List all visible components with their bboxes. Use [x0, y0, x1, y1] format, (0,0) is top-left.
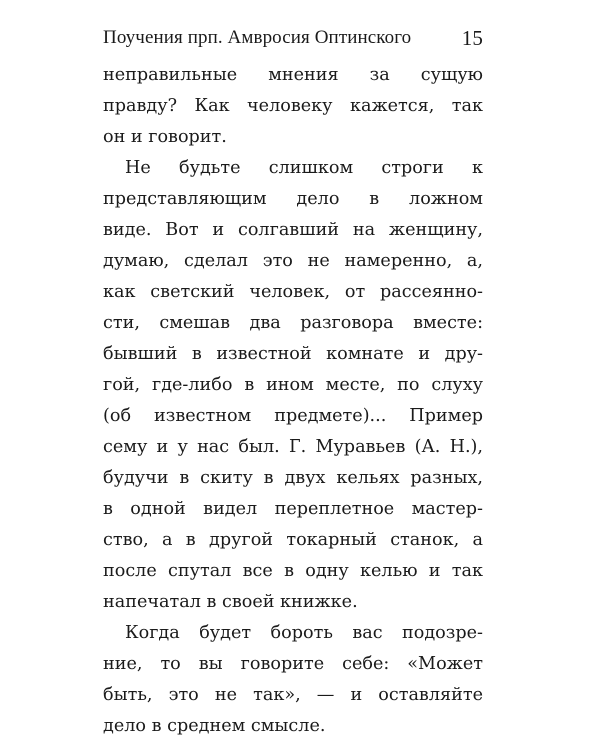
paragraph-3 — [103, 618, 483, 742]
running-head-title: Поучения прп. Амвросия Оптинского — [103, 27, 412, 48]
text-line: он и говорит. — [103, 127, 227, 147]
text-line: ство, а в другой токарный станок, а — [103, 530, 483, 550]
text-line: Не будьте слишком строги к — [125, 158, 483, 178]
text-line: напечатал в своей книжке. — [103, 592, 358, 612]
text-line: как светский человек, от рассеянно- — [103, 282, 483, 302]
text-line: неправильные мнения за сущую — [103, 65, 483, 85]
text-line: сти, смешав два разговора вместе: — [103, 313, 483, 333]
text-line: гой, где-либо в ином месте, по слуху — [103, 375, 483, 395]
text-line: ние, то вы говорите себе: «Может — [103, 654, 483, 674]
text-line: сему и у нас был. Г. Муравьев (А. Н.), — [103, 437, 483, 457]
text-line: виде. Вот и солгавший на женщину, — [103, 220, 483, 240]
text-line: будучи в скиту в двух кельях разных, — [103, 468, 483, 488]
running-head — [103, 24, 483, 52]
paragraph-2 — [103, 153, 483, 618]
text-line: правду? Как человеку кажется, так — [103, 96, 483, 116]
page-number: 15 — [461, 26, 483, 50]
text-line: (об известном предмете)... Пример — [103, 406, 483, 426]
paragraph-1 — [103, 60, 483, 153]
text-line: быть, это не так», — и оставляйте — [103, 685, 483, 705]
body-text — [103, 60, 483, 742]
text-line: в одной видел переплетное мастер- — [103, 499, 483, 519]
text-line: дело в среднем смысле. — [103, 716, 326, 736]
text-line: после спутал все в одну келью и так — [103, 561, 483, 581]
text-line: представляющим дело в ложном — [103, 189, 483, 209]
text-line: Когда будет бороть вас подозре- — [125, 623, 483, 643]
text-line: думаю, сделал это не намеренно, а, — [103, 251, 483, 271]
text-line: бывший в известной комнате и дру- — [103, 344, 483, 364]
